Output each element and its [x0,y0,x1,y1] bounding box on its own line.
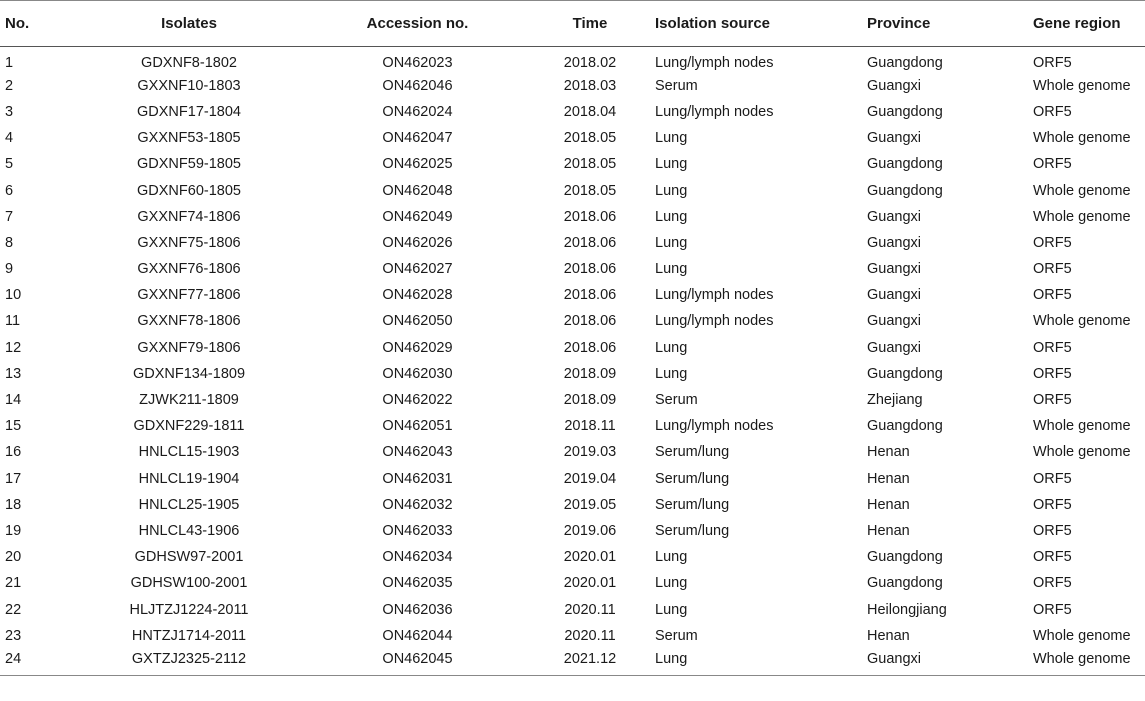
cell-gene-region: ORF5 [1033,287,1072,304]
cell-isolate: GDXNF8-1802 [141,54,237,71]
table-row [0,649,1145,675]
cell-gene-region: Whole genome [1033,627,1131,644]
cell-no: 21 [5,575,22,592]
table-row [0,177,1145,203]
cell-gene-region: Whole genome [1033,418,1131,435]
cell-time: 2019.05 [563,496,617,513]
table-header [0,1,1145,47]
cell-province: Guangdong [867,575,943,592]
table-row [0,73,1145,99]
cell-isolation-source: Lung/lymph nodes [655,418,774,435]
cell-no: 5 [5,156,14,173]
table-row [0,492,1145,518]
cell-time: 2018.06 [563,261,617,278]
header-no: No. [0,1,68,47]
cell-accession: ON462029 [382,339,453,356]
cell-accession: ON462050 [382,313,453,330]
cell-gene-region: ORF5 [1033,575,1072,592]
cell-accession: ON462034 [382,549,453,566]
cell-province: Guangdong [867,549,943,566]
cell-isolate: GDXNF59-1805 [137,156,241,173]
cell-gene-region: Whole genome [1033,313,1131,330]
cell-isolation-source: Lung [655,575,688,592]
header-accession: Accession no. [310,1,525,47]
table-row [0,151,1145,177]
cell-province: Guangdong [867,182,943,199]
cell-isolate: GXXNF79-1806 [137,339,241,356]
header-isolation-source: Isolation source [655,1,867,47]
cell-province: Guangxi [867,130,922,147]
cell-time: 2020.01 [563,575,617,592]
cell-accession: ON462032 [382,496,453,513]
cell-no: 14 [5,392,22,409]
cell-isolation-source: Lung [655,130,688,147]
cell-isolation-source: Serum/lung [655,522,730,539]
cell-isolate: GXXNF76-1806 [137,261,241,278]
cell-time: 2018.06 [563,234,617,251]
cell-isolation-source: Lung [655,339,688,356]
cell-time: 2018.06 [563,339,617,356]
cell-accession: ON462047 [382,130,453,147]
cell-time: 2018.03 [563,77,617,94]
cell-time: 2018.06 [563,313,617,330]
header-gene-region: Gene region [1033,1,1145,47]
cell-isolation-source: Lung [655,156,688,173]
cell-isolation-source: Lung/lymph nodes [655,287,774,304]
table-row [0,387,1145,413]
cell-province: Guangxi [867,313,922,330]
table-row [0,256,1145,282]
table-row [0,361,1145,387]
cell-isolation-source: Lung [655,601,688,618]
cell-accession: ON462022 [382,392,453,409]
cell-accession: ON462043 [382,444,453,461]
cell-accession: ON462024 [382,103,453,120]
cell-time: 2018.05 [563,182,617,199]
cell-province: Henan [867,470,910,487]
cell-province: Guangxi [867,77,922,94]
cell-accession: ON462033 [382,522,453,539]
cell-no: 23 [5,627,22,644]
cell-isolation-source: Serum/lung [655,444,730,461]
cell-no: 9 [5,261,14,278]
cell-gene-region: ORF5 [1033,496,1072,513]
cell-province: Guangdong [867,156,943,173]
cell-isolate: GDXNF134-1809 [132,365,246,382]
cell-accession: ON462046 [382,77,453,94]
cell-no: 8 [5,234,14,251]
cell-province: Henan [867,627,910,644]
cell-time: 2018.05 [563,156,617,173]
table-row [0,518,1145,544]
table-row [0,282,1145,308]
cell-gene-region: ORF5 [1033,234,1072,251]
cell-no: 6 [5,182,14,199]
cell-isolation-source: Lung [655,208,688,225]
header-isolates: Isolates [68,1,310,47]
cell-time: 2020.01 [563,549,617,566]
cell-isolation-source: Serum [655,627,698,644]
table-row [0,439,1145,465]
cell-time: 2018.09 [563,365,617,382]
cell-time: 2018.05 [563,130,617,147]
cell-isolation-source: Lung [655,365,688,382]
cell-time: 2018.04 [563,103,617,120]
cell-gene-region: ORF5 [1033,549,1072,566]
cell-isolate: GXXNF10-1803 [137,77,241,94]
cell-accession: ON462036 [382,601,453,618]
cell-accession: ON462049 [382,208,453,225]
cell-no: 19 [5,522,22,539]
table-row [0,413,1145,439]
cell-gene-region: ORF5 [1033,392,1072,409]
cell-accession: ON462051 [382,418,453,435]
cell-province: Guangdong [867,54,943,71]
cell-isolation-source: Lung [655,549,688,566]
header-province: Province [867,1,1033,47]
cell-accession: ON462048 [382,182,453,199]
cell-isolation-source: Lung [655,649,867,675]
cell-province: Zhejiang [867,392,923,409]
cell-gene-region: ORF5 [1033,365,1072,382]
cell-province: Henan [867,496,910,513]
cell-time: 2021.12 [525,649,655,675]
cell-isolate: GXXNF77-1806 [137,287,241,304]
cell-accession: ON462028 [382,287,453,304]
cell-isolate: GXXNF75-1806 [137,234,241,251]
table-row [0,125,1145,151]
cell-isolate: GDHSW97-2001 [134,549,244,566]
cell-accession: ON462035 [382,575,453,592]
cell-isolate: HNLCL43-1906 [138,522,240,539]
cell-province: Henan [867,444,910,461]
cell-isolation-source: Serum [655,392,698,409]
table-body [0,47,1145,676]
cell-gene-region: Whole genome [1033,130,1131,147]
cell-time: 2018.06 [563,208,617,225]
cell-accession: ON462023 [382,54,453,71]
cell-isolate: ZJWK211-1809 [139,392,239,409]
cell-no: 20 [5,549,22,566]
cell-isolate: GXXNF74-1806 [137,208,241,225]
table-row [0,466,1145,492]
cell-gene-region: Whole genome [1033,649,1145,675]
table-row [0,623,1145,649]
cell-accession: ON462026 [382,234,453,251]
cell-time: 2020.11 [564,601,616,618]
cell-isolation-source: Serum/lung [655,496,730,513]
cell-time: 2018.09 [563,392,617,409]
cell-gene-region: ORF5 [1033,103,1072,120]
cell-isolation-source: Lung [655,261,688,278]
cell-gene-region: Whole genome [1033,77,1131,94]
cell-accession: ON462025 [382,156,453,173]
cell-isolate: HNTZJ1714-2011 [131,627,247,644]
cell-isolate: HNLCL15-1903 [138,444,240,461]
cell-province: Guangxi [867,649,1033,675]
cell-province: Henan [867,522,910,539]
cell-no: 12 [5,339,22,356]
cell-isolate: GDXNF60-1805 [137,182,241,199]
cell-isolate: GDHSW100-2001 [130,575,248,592]
table-row [0,230,1145,256]
cell-no: 24 [0,649,68,675]
cell-gene-region: ORF5 [1033,54,1072,71]
cell-province: Guangxi [867,261,922,278]
cell-province: Guangxi [867,208,922,225]
cell-gene-region: ORF5 [1033,470,1072,487]
cell-no: 10 [5,287,22,304]
cell-no: 3 [5,103,14,120]
table-row [0,570,1145,596]
cell-gene-region: ORF5 [1033,601,1072,618]
cell-gene-region: Whole genome [1033,444,1131,461]
header-row [0,1,1145,47]
table-row [0,47,1145,73]
cell-accession: ON462031 [382,470,453,487]
cell-gene-region: ORF5 [1033,156,1072,173]
cell-isolate: GDXNF17-1804 [137,103,241,120]
cell-isolation-source: Lung [655,182,688,199]
cell-gene-region: ORF5 [1033,261,1072,278]
cell-time: 2018.06 [563,287,617,304]
cell-isolate: GXXNF78-1806 [137,313,241,330]
cell-isolate: GXTZJ2325-2112 [68,649,310,675]
cell-isolate: GXXNF53-1805 [137,130,241,147]
cell-province: Guangxi [867,339,922,356]
cell-province: Guangdong [867,103,943,120]
cell-province: Guangdong [867,365,943,382]
cell-no: 7 [5,208,14,225]
cell-time: 2019.06 [563,522,617,539]
cell-no: 18 [5,496,22,513]
cell-accession: ON462045 [310,649,525,675]
cell-isolation-source: Serum/lung [655,470,730,487]
cell-isolate: HNLCL19-1904 [138,470,240,487]
cell-time: 2018.11 [564,418,616,435]
cell-no: 11 [5,313,21,330]
cell-province: Guangxi [867,287,922,304]
cell-no: 1 [5,54,14,71]
cell-no: 17 [5,470,22,487]
cell-isolate: HNLCL25-1905 [138,496,240,513]
cell-no: 4 [5,130,14,147]
cell-no: 13 [5,365,22,382]
cell-gene-region: ORF5 [1033,339,1072,356]
table-row [0,596,1145,622]
cell-isolation-source: Lung/lymph nodes [655,103,774,120]
cell-gene-region: ORF5 [1033,522,1072,539]
cell-no: 22 [5,601,22,618]
cell-isolation-source: Serum [655,77,698,94]
cell-time: 2019.04 [563,470,617,487]
header-time: Time [525,1,655,47]
table-row [0,99,1145,125]
cell-time: 2019.03 [563,444,617,461]
cell-time: 2020.11 [564,627,616,644]
cell-accession: ON462044 [382,627,453,644]
cell-no: 15 [5,418,22,435]
table-row [0,544,1145,570]
cell-province: Heilongjiang [867,601,947,618]
cell-isolation-source: Lung/lymph nodes [655,54,774,71]
cell-time: 2018.02 [563,54,617,71]
cell-isolate: GDXNF229-1811 [133,418,245,435]
cell-isolate: HLJTZJ1224-2011 [129,601,249,618]
cell-isolation-source: Lung [655,234,688,251]
cell-gene-region: Whole genome [1033,208,1131,225]
cell-no: 2 [5,77,14,94]
cell-province: Guangdong [867,418,943,435]
cell-accession: ON462027 [382,261,453,278]
cell-accession: ON462030 [382,365,453,382]
cell-gene-region: Whole genome [1033,182,1131,199]
table-row [0,204,1145,230]
cell-province: Guangxi [867,234,922,251]
cell-no: 16 [5,444,22,461]
table-row [0,308,1145,334]
table-row [0,335,1145,361]
cell-isolation-source: Lung/lymph nodes [655,313,774,330]
